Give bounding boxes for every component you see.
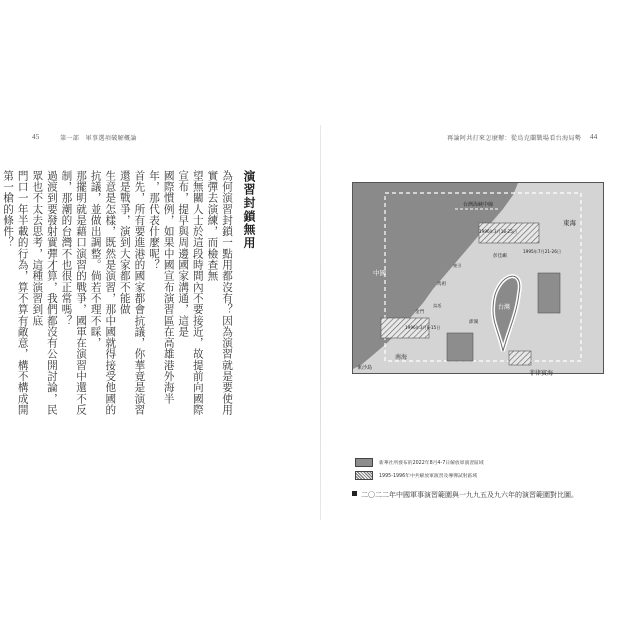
map-caption	[352, 490, 612, 500]
legend-swatch-1995	[355, 471, 373, 480]
exercise-zone-2022-southwest	[447, 333, 473, 361]
label-1996-exercise-b: 1996年3月18-25日	[479, 229, 518, 234]
label-wuqiu: 烏坵	[433, 303, 442, 308]
label-mazu: 馬祖	[437, 282, 447, 287]
label-1996-exercise-a: 1996年3月8-15日	[405, 325, 441, 330]
label-pengjia: 彭佳嶼	[493, 254, 507, 259]
label-penghu: 澎湖	[469, 320, 479, 325]
legend-swatch-2022	[355, 458, 373, 467]
label-south-sea: 南海	[395, 354, 408, 361]
left-page-number: 45	[32, 133, 40, 141]
body-column: 門口一年半載的行為，算不算有敵意，構不構成開第一槍的條件？	[2, 170, 29, 416]
exercise-zone-2022-east	[538, 273, 560, 313]
legend-item-2022	[355, 456, 605, 469]
label-philippine-sea: 菲律賓海	[529, 370, 554, 377]
label-dongsha: 東沙島	[357, 365, 373, 371]
label-1995-exercise: 1995年7月21-26日	[523, 249, 562, 254]
body-column: 首先，所有要進港的國家都會抗議，你華竟是演習還是戰爭，演到大家都不能做	[118, 170, 146, 416]
body-column	[0, 170, 1, 426]
body-column: 生意是怎樣，既然是演習，那中國就得接受他國的抗議，並做出調整。倘若不理不睬，	[89, 170, 117, 416]
book-spine	[320, 125, 321, 520]
left-running-head: 第一部 軍事選項破解概論	[60, 135, 137, 142]
legend-item-1995	[355, 469, 605, 482]
body-text	[2, 170, 234, 426]
label-dongyin: 東引	[453, 263, 462, 268]
exercise-zone-1996-south	[509, 351, 531, 365]
body-column: 那擺明就是藉口演習的戰爭，國軍在演習中還不反制，那潮的台灣不也很正常嗎？	[60, 170, 88, 416]
body-column: 為何演習封鎖一點用都沒有？因為演習就是要使用實彈去演練，而檢查無	[206, 170, 233, 416]
caption-bullet-icon	[352, 491, 357, 496]
label-china: 中國	[373, 269, 386, 277]
legend-label-1995: 1995-1996年中共解放軍演習及導彈試射區域	[379, 474, 478, 479]
legend-label-2022: 新華社所發布的2022年8月4-7日解放軍演習區域	[379, 461, 484, 466]
label-taiwan: 台灣	[498, 304, 511, 311]
body-column: 過渡到要發射實彈才算，我們都沒有公開討論，民眾也不太去思考，這種演習到底	[31, 170, 58, 416]
military-exercise-map	[352, 182, 604, 377]
map-legend	[355, 456, 605, 482]
right-page-number: 44	[590, 133, 598, 141]
section-title: 演習封鎖無用	[242, 170, 256, 250]
caption-text: 二〇二二年中國軍事演習範圍與一九九五及九六年的演習範圍對比圖。	[361, 491, 578, 499]
body-column: 望無關人士於這段時間內不要接近，故提前向國際宣布，提早與周邊國家溝通，這是	[177, 170, 204, 416]
label-kinmen: 金門	[415, 310, 425, 315]
label-east-sea: 東海	[563, 219, 576, 227]
label-median-line: 台灣海峽中線	[463, 202, 494, 208]
body-column: 國際慣例，如果中國宣布演習區在高雄港外海半年，那代表什麼呢？	[148, 170, 175, 405]
right-running-head: 再論阿共打來怎麼辦：從烏克蘭戰場看台海局勢	[447, 135, 582, 142]
